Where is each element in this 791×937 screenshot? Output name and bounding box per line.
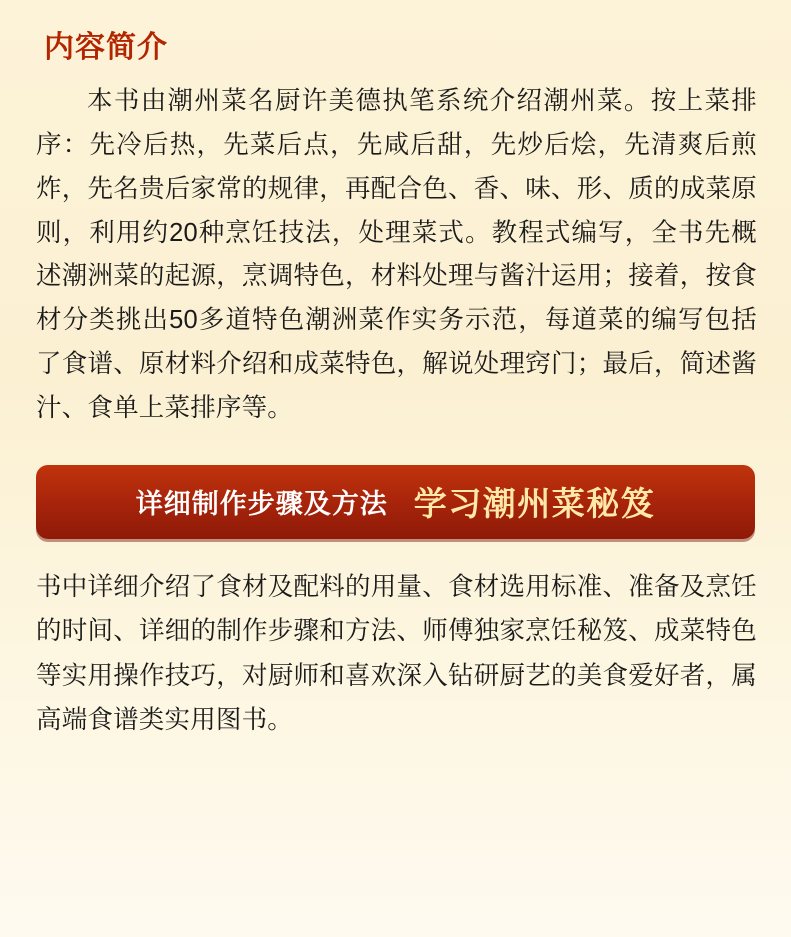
body-paragraph: 书中详细介绍了食材及配料的用量、食材选用标准、准备及烹饪的时间、详细的制作步骤和方法、师傅独家烹饪秘笈、成菜特色等实用操作技巧，对厨师和喜欢深入钻研厨艺的美食爱好者，属高端食谱类实用图书。 xyxy=(36,572,757,734)
intro-paragraph: 本书由潮州菜名厨许美德执笔系统介绍潮州菜。按上菜排序：先冷后热，先菜后点，先咸后甜，先炒后烩，先清爽后煎炸，先名贵后家常的规律，再配合色、香、味、形、质的成菜原则，利用约20种烹饪技法，处理菜式。教程式编写，全书先概述潮洲菜的起源，烹调特色，材料处理与酱汁运用；接着，按食材分类挑出50多道特色潮洲菜作实务示范，每道菜的编写包括了食谱、原材料介绍和成菜特色，解说处理窍门；最后，简述酱汁、食单上菜排序等。 xyxy=(36,87,757,423)
banner-container xyxy=(32,465,759,539)
banner-right-label: 学习潮州菜秘笈 xyxy=(413,485,656,523)
page-title: 内容简介 xyxy=(44,31,168,64)
banner-left-label: 详细制作步骤及方法 xyxy=(135,489,388,520)
highlight-banner xyxy=(36,465,755,539)
